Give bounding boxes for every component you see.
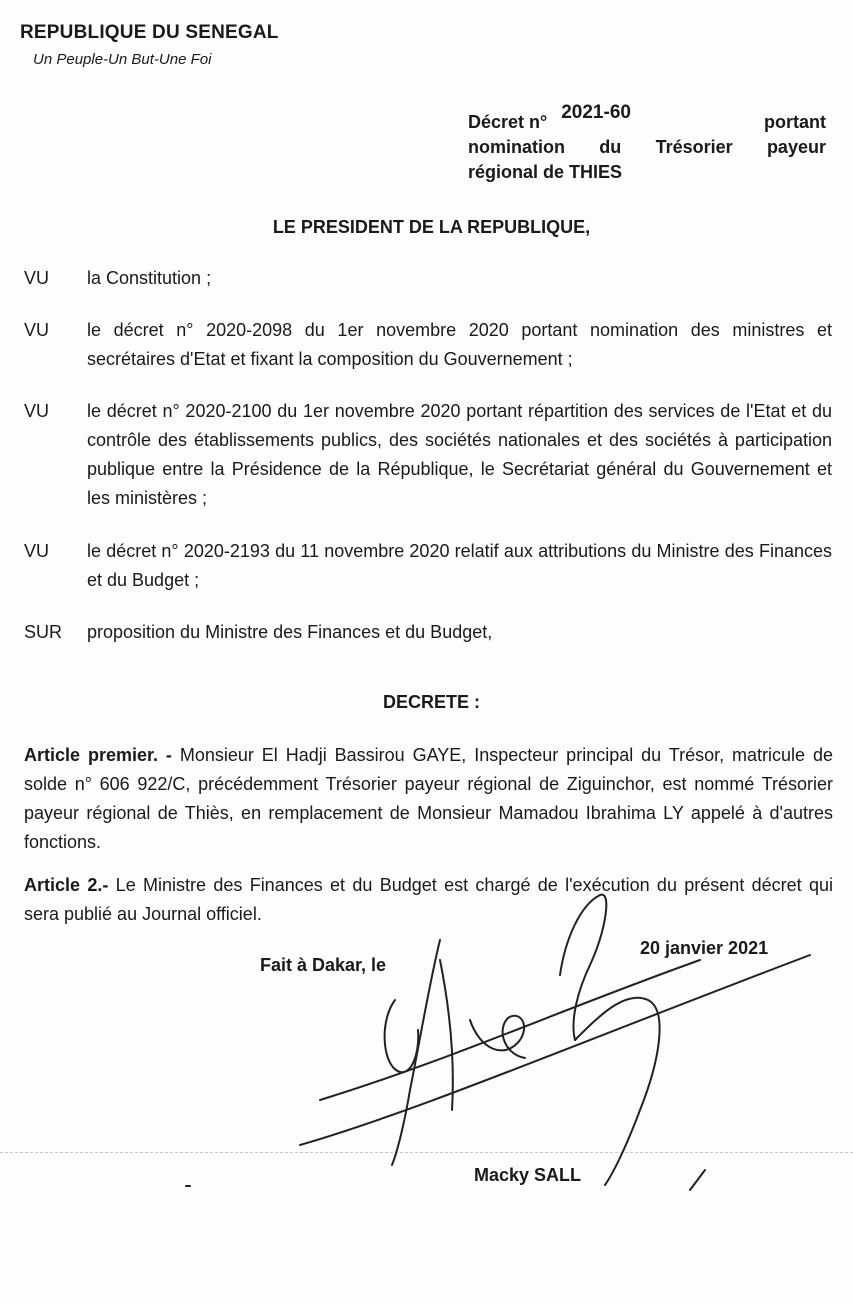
article-first xyxy=(24,741,833,857)
decree-word: du xyxy=(599,137,622,157)
consideration-text: proposition du Ministre des Finances et du Budget, xyxy=(87,622,493,642)
signer-name: Macky SALL xyxy=(474,1165,582,1185)
consideration-keyword: VU xyxy=(24,541,50,561)
consideration-text: le décret n° 2020-2100 du 1er novembre 2020 portant répartition des services de l'Etat et du contrôle des établissements publics, des sociétés nationales et des sociétés à participation publique entre la Présidence de la République, le Secrétariat général du Gouvernement et les ministères ; xyxy=(87,401,832,508)
decree-portant: portant xyxy=(764,112,826,132)
consideration-item xyxy=(24,537,832,595)
consideration-keyword: VU xyxy=(24,401,50,421)
article-second xyxy=(24,871,833,929)
article-label: Article 2.- xyxy=(24,875,109,895)
scan-divider xyxy=(0,1152,853,1153)
consideration-item xyxy=(24,264,832,293)
decrete-heading: DECRETE : xyxy=(382,692,480,712)
decree-word: nomination xyxy=(468,137,565,157)
consideration-keyword: VU xyxy=(24,268,50,288)
consideration-item xyxy=(24,618,832,647)
national-motto: Un Peuple-Un But-Une Foi xyxy=(33,51,212,68)
consideration-text: le décret n° 2020-2193 du 11 novembre 2020 relatif aux attributions du Ministre des Finances et du Budget ; xyxy=(87,541,832,590)
decree-heading xyxy=(468,102,826,185)
decree-word: payeur xyxy=(766,137,826,157)
consideration-keyword: VU xyxy=(24,320,50,340)
consideration-keyword: SUR xyxy=(24,622,63,642)
consideration-text: la Constitution ; xyxy=(87,268,212,288)
decree-number: 2021-60 xyxy=(561,102,631,123)
article-text: Monsieur El Hadji Bassirou GAYE, Inspecteur principal du Trésor, matricule de solde n° 606 922/C, précédemment Trésorier payeur régional de Ziguinchor, est nommé Trésorier payeur régional de Thiès, en remplacement de Monsieur Mamadou Ibrahima LY appelé à d'autres fonctions. xyxy=(24,745,833,852)
country-name: REPUBLIQUE DU SENEGAL xyxy=(20,22,279,43)
decree-line3: régional de THIES xyxy=(468,162,623,182)
consideration-item xyxy=(24,316,832,374)
consideration-text: le décret n° 2020-2098 du 1er novembre 2020 portant nomination des ministres et secrétaires d'Etat et fixant la composition du Gouvernement ; xyxy=(87,320,832,369)
consideration-item xyxy=(24,397,832,513)
signature-date: 20 janvier 2021 xyxy=(640,938,769,958)
article-label: Article premier. - xyxy=(24,745,172,765)
decree-prefix: Décret n° xyxy=(468,112,548,132)
article-text: Le Ministre des Finances et du Budget est chargé de l'exécution du présent décret qui sera publié au Journal officiel. xyxy=(24,875,834,924)
decree-word: Trésorier xyxy=(655,137,733,157)
signature-place: Fait à Dakar, le xyxy=(260,955,387,975)
president-title: LE PRESIDENT DE LA REPUBLIQUE, xyxy=(272,217,591,237)
